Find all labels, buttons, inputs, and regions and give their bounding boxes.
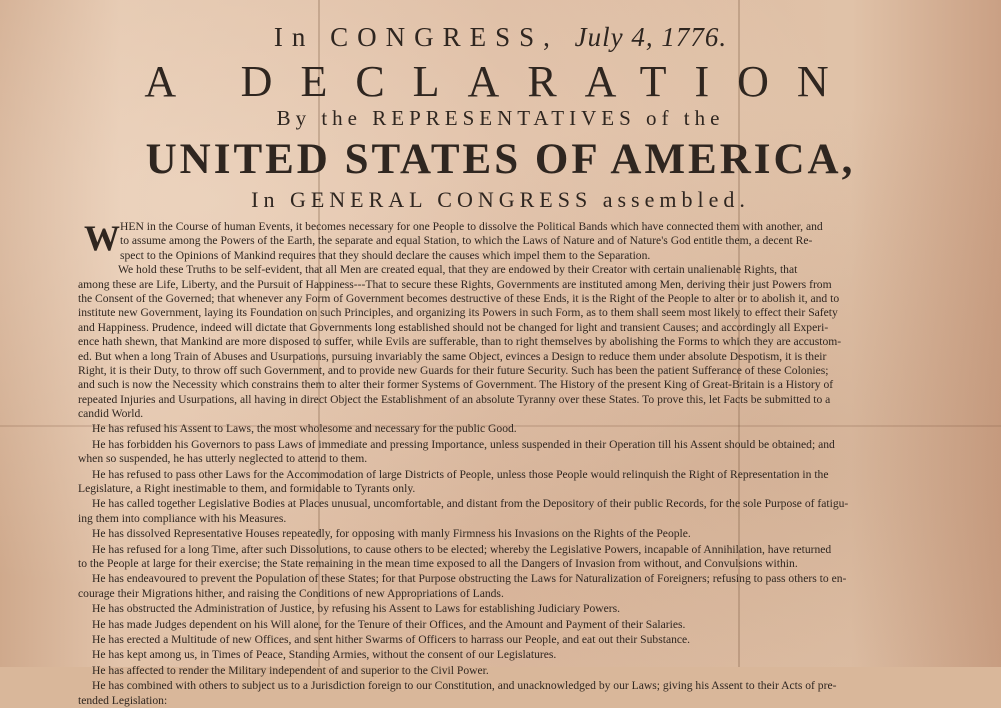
heading-general-congress: In GENERAL CONGRESS assembled. [251,187,750,212]
text-line: He has obstructed the Administration of Justice, by refusing his Assent to Laws for establishing Judiciary Powers. [92,602,621,616]
text-line: We hold these Truths to be self-evident, that all Men are created equal, that they are endowed by their Creator with certain unalienable Rights, that [118,263,798,277]
heading-date: July 4, 1776. [574,22,728,52]
text-line: candid World. [78,407,144,421]
text-line: institute new Government, laying its Foundation on such Principles, and organizing its Powers in such Form, as to them shall seem most likely to effect their Safety [78,306,838,320]
text-line: HEN in the Course of human Events, it becomes necessary for one People to dissolve the Political Bands which have connected them with another, and [120,220,823,233]
text-line: He has dissolved Representative Houses repeatedly, for opposing with manly Firmness his Invasions on the Rights of the People. [92,527,691,541]
text-line: and such is now the Necessity which constrains them to alter their former Systems of Government. The History of the present King of Great-Britain is a History of [78,378,834,392]
text-line: repeated Injuries and Usurpations, all having in direct Object the Establishment of an absolute Tyranny over these States. To prove this, let Facts be submitted to a [78,392,831,406]
text-line: Legislature, a Right inestimable to them, and formidable to Tyrants only. [78,482,416,496]
text-line: tended Legislation: [78,693,168,707]
text-line: He has kept among us, in Times of Peace, Standing Armies, without the consent of our Legislatures. [92,648,557,662]
text-line: to assume among the Powers of the Earth, the separate and equal Station, to which the Laws of Nature and of Nature's God entitle them, a decent Re- [120,234,813,248]
heading-united-states: UNITED STATES OF AMERICA, [145,136,856,183]
drop-cap-letter: W [84,218,120,258]
text-line: ed. But when a long Train of Abuses and Usurpations, pursuing invariably the same Object, evinces a Design to reduce them under absolute Despotism, it is their [78,349,827,363]
text-line: He has made Judges dependent on his Will alone, for the Tenure of their Offices, and the Amount and Payment of their Salaries. [92,617,686,631]
text-line: to the People at large for their exercise; the State remaining in the mean time exposed to all the Dangers of Invasion from without, and Convulsions within. [78,556,798,570]
text-line: He has refused for a long Time, after such Dissolutions, to cause others to be elected; whereby the Legislative Powers, incapable of Annihilation, have returned [92,542,832,556]
text-line: He has endeavoured to prevent the Population of these States; for that Purpose obstructing the Laws for Naturalization of Foreigners; refusing to pass others to en- [92,572,847,586]
text-line: He has erected a Multitude of new Offices, and sent hither Swarms of Officers to harrass our People, and eat out their Substance. [92,632,691,646]
heading-in-congress-text: In CONGRESS, [273,22,559,52]
text-line: He has forbidden his Governors to pass Laws of immediate and pressing Importance, unless suspended in their Operation till his Assent should be obtained; and [92,437,835,451]
text-line: ence hath shewn, that Mankind are more disposed to suffer, while Evils are sufferable, than to right themselves by abolishing the Forms to which they are accustom- [78,335,842,349]
heading-a-declaration: A DECLARATION [144,57,857,106]
heading-by-representatives: By the REPRESENTATIVES of the [276,106,725,130]
heading-in-congress [0,22,1001,53]
text-line: He has called together Legislative Bodies at Places unusual, uncomfortable, and distant from the Depository of their public Records, for the sole Purpose of fatigu- [92,497,849,511]
text-line: courage their Migrations hither, and raising the Conditions of new Appropriations of Lands. [78,586,504,600]
text-line: the Consent of the Governed; that whenever any Form of Government becomes destructive of these Ends, it is the Right of the People to alter or to abolish it, and to [78,291,840,305]
text-line: He has combined with others to subject us to a Jurisdiction foreign to our Constitution, and unacknowledged by our Laws; giving his Assent to their Acts of pre- [92,679,837,693]
text-line: He has refused to pass other Laws for the Accommodation of large Districts of People, unless those People would relinquish the Right of Representation in the [92,467,829,481]
declaration-body [78,220,958,708]
text-line: ing them into compliance with his Measures. [78,511,287,525]
text-line: He has refused his Assent to Laws, the most wholesome and necessary for the public Good. [92,422,517,436]
text-line: when so suspended, he has utterly neglected to attend to them. [78,452,368,466]
text-line: among these are Life, Liberty, and the Pursuit of Happiness---That to secure these Rights, Governments are instituted among Men, deriving their just Powers from [78,277,832,291]
text-line: and Happiness. Prudence, indeed will dictate that Governments long established should not be changed for light and transient Causes; and accordingly all Experi- [78,320,829,334]
text-line: He has affected to render the Military independent of and superior to the Civil Power. [92,663,489,677]
text-line: spect to the Opinions of Mankind requires that they should declare the causes which impel them to the Separation. [120,248,651,262]
text-line: Right, it is their Duty, to throw off such Government, and to provide new Guards for their future Security. Such has been the patient Sufferance of these Colonies; [78,363,829,377]
